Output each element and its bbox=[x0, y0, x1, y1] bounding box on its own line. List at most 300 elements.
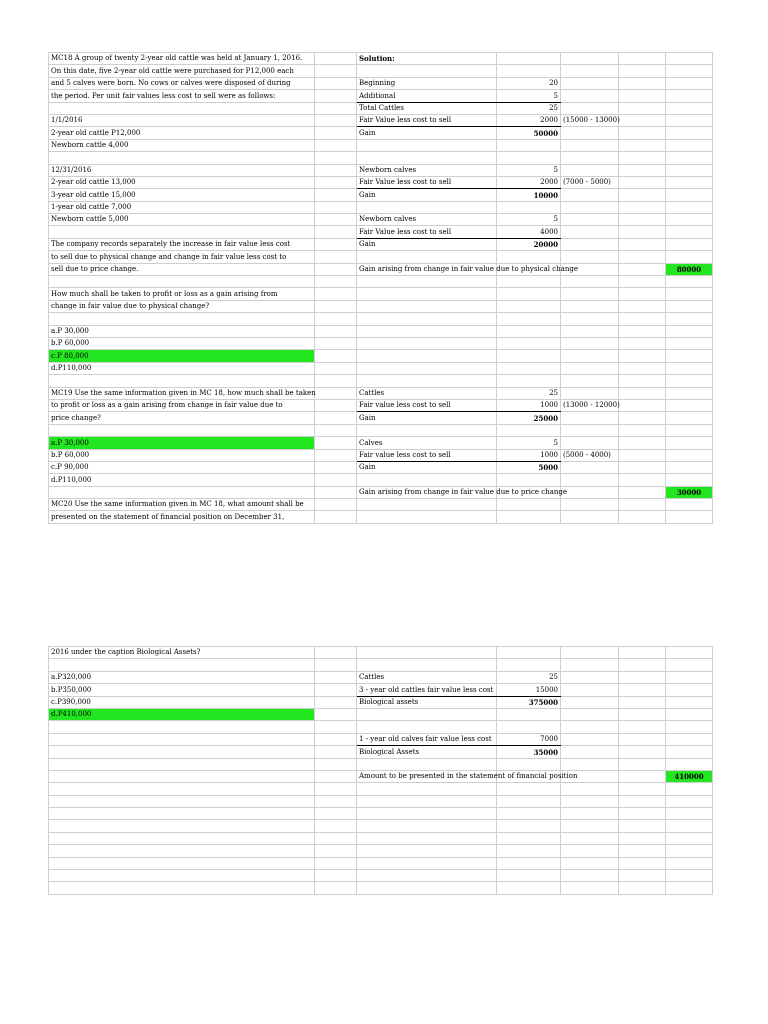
sheet-cell bbox=[619, 263, 666, 275]
sheet-cell bbox=[619, 164, 666, 176]
sheet-cell bbox=[666, 424, 713, 436]
sheet-cell bbox=[666, 684, 713, 696]
sheet-cell bbox=[619, 313, 666, 325]
sheet-cell bbox=[619, 288, 666, 300]
result-cell bbox=[561, 375, 619, 387]
question-cell: and 5 calves were born. No cows or calves were disposed of during bbox=[49, 77, 315, 89]
sheet-cell bbox=[619, 201, 666, 213]
solution-label-cell bbox=[357, 832, 497, 844]
sheet-cell bbox=[315, 671, 357, 683]
sheet-cell bbox=[619, 189, 666, 201]
question-cell bbox=[49, 882, 315, 894]
sheet-cell bbox=[666, 288, 713, 300]
solution-label-cell: Newborn calves bbox=[357, 164, 497, 176]
result-cell bbox=[561, 53, 619, 65]
question-cell: On this date, five 2-year old cattle were purchased for P12,000 each bbox=[49, 65, 315, 77]
solution-value-cell: 25000 bbox=[497, 412, 561, 424]
sheet-cell bbox=[315, 164, 357, 176]
solution-value-cell bbox=[497, 870, 561, 882]
sheet-cell bbox=[666, 139, 713, 151]
sheet-cell bbox=[619, 139, 666, 151]
solution-label-cell: Gain bbox=[357, 127, 497, 139]
sheet-cell bbox=[315, 857, 357, 869]
solution-value-cell: 20000 bbox=[497, 238, 561, 250]
sheet-cell bbox=[315, 226, 357, 238]
result-cell bbox=[561, 437, 619, 449]
solution-value-cell bbox=[497, 276, 561, 288]
solution-value-cell bbox=[497, 152, 561, 164]
sheet-cell bbox=[619, 808, 666, 820]
solution-label-cell: Cattles bbox=[357, 671, 497, 683]
question-cell: Newborn cattle 4,000 bbox=[49, 139, 315, 151]
result-cell bbox=[561, 857, 619, 869]
sheet-row bbox=[49, 164, 713, 176]
sheet-cell bbox=[619, 214, 666, 226]
solution-label-cell bbox=[357, 511, 497, 523]
sheet-cell bbox=[315, 832, 357, 844]
sheet-row bbox=[49, 474, 713, 486]
sheet-cell bbox=[666, 350, 713, 362]
sheet-cell bbox=[619, 870, 666, 882]
solution-value-cell bbox=[497, 857, 561, 869]
solution-label-cell bbox=[357, 808, 497, 820]
result-cell bbox=[561, 721, 619, 733]
sheet-row bbox=[49, 139, 713, 151]
sheet-cell bbox=[315, 127, 357, 139]
sheet-cell bbox=[315, 437, 357, 449]
sheet-cell bbox=[666, 325, 713, 337]
solution-label-cell bbox=[357, 288, 497, 300]
question-cell: 2-year old cattle 13,000 bbox=[49, 176, 315, 188]
sheet-row bbox=[49, 461, 713, 473]
sheet-row bbox=[49, 90, 713, 102]
sheet-cell bbox=[315, 102, 357, 114]
solution-label-cell: Fair Value less cost to sell bbox=[357, 176, 497, 188]
solution-value-cell bbox=[497, 53, 561, 65]
solution-label-cell bbox=[357, 152, 497, 164]
sheet-cell bbox=[666, 882, 713, 894]
solution-label-cell bbox=[357, 499, 497, 511]
sheet-cell bbox=[666, 399, 713, 411]
question-cell: b.P 60,000 bbox=[49, 449, 315, 461]
sheet-cell bbox=[619, 474, 666, 486]
solution-label-cell: Calves bbox=[357, 437, 497, 449]
sheet-cell bbox=[315, 511, 357, 523]
sheet-cell bbox=[315, 90, 357, 102]
sheet-cell bbox=[619, 90, 666, 102]
sheet-cell bbox=[666, 820, 713, 832]
question-cell bbox=[49, 226, 315, 238]
sheet-cell bbox=[315, 721, 357, 733]
sheet-cell bbox=[666, 474, 713, 486]
solution-label-cell: Fair Value less cost to sell bbox=[357, 114, 497, 126]
question-cell bbox=[49, 721, 315, 733]
sheet-row bbox=[49, 288, 713, 300]
sheet-cell bbox=[315, 238, 357, 250]
sheet-cell bbox=[315, 399, 357, 411]
sheet-cell bbox=[315, 325, 357, 337]
question-cell: a.P320,000 bbox=[49, 671, 315, 683]
question-cell: to profit or loss as a gain arising from change in fair value due to bbox=[49, 399, 315, 411]
question-cell: c.P390,000 bbox=[49, 696, 315, 708]
result-cell bbox=[561, 647, 619, 659]
solution-value-cell bbox=[497, 882, 561, 894]
sheet-cell bbox=[315, 53, 357, 65]
question-cell: a.P 30,000 bbox=[49, 325, 315, 337]
question-cell: 1-year old cattle 7,000 bbox=[49, 201, 315, 213]
result-cell bbox=[561, 424, 619, 436]
sheet-row bbox=[49, 375, 713, 387]
question-cell: d.P410,000 bbox=[49, 708, 315, 720]
sheet-cell bbox=[619, 696, 666, 708]
question-cell bbox=[49, 770, 315, 782]
solution-value-cell bbox=[497, 337, 561, 349]
sheet-row bbox=[49, 696, 713, 708]
question-cell bbox=[49, 375, 315, 387]
result-cell bbox=[561, 201, 619, 213]
solution-label-cell: Newborn calves bbox=[357, 214, 497, 226]
sheet-cell bbox=[666, 808, 713, 820]
question-cell: change in fair value due to physical change? bbox=[49, 300, 315, 312]
sheet-cell bbox=[619, 783, 666, 795]
result-cell bbox=[561, 337, 619, 349]
solution-label-cell: Cattles bbox=[357, 387, 497, 399]
result-cell bbox=[561, 313, 619, 325]
sheet-cell bbox=[619, 276, 666, 288]
solution-value-cell bbox=[497, 708, 561, 720]
sheet-cell bbox=[619, 659, 666, 671]
sheet-cell bbox=[619, 461, 666, 473]
solution-value-cell: 15000 bbox=[497, 684, 561, 696]
sheet-cell bbox=[315, 684, 357, 696]
sheet-row bbox=[49, 313, 713, 325]
sheet-row bbox=[49, 449, 713, 461]
solution-label-cell bbox=[357, 201, 497, 213]
solution-label-cell: Biological Assets bbox=[357, 746, 497, 758]
question-cell: Newborn cattle 5,000 bbox=[49, 214, 315, 226]
sheet-cell bbox=[315, 350, 357, 362]
sheet-cell bbox=[315, 708, 357, 720]
sheet-cell bbox=[315, 189, 357, 201]
sheet-row bbox=[49, 214, 713, 226]
solution-value-cell bbox=[497, 313, 561, 325]
result-cell bbox=[561, 696, 619, 708]
question-cell: c.P 90,000 bbox=[49, 461, 315, 473]
solution-value-cell bbox=[497, 65, 561, 77]
sheet-row bbox=[49, 276, 713, 288]
sheet-cell bbox=[315, 65, 357, 77]
sheet-row bbox=[49, 102, 713, 114]
solution-label-cell: Beginning bbox=[357, 77, 497, 89]
question-cell bbox=[49, 486, 315, 498]
result-cell bbox=[561, 708, 619, 720]
sheet-cell bbox=[666, 511, 713, 523]
sheet-row bbox=[49, 412, 713, 424]
solution-value-cell bbox=[497, 845, 561, 857]
spreadsheet-page-1 bbox=[48, 52, 713, 524]
result-cell bbox=[561, 758, 619, 770]
sheet-row bbox=[49, 770, 713, 782]
solution-value-cell bbox=[497, 139, 561, 151]
sheet-cell bbox=[315, 808, 357, 820]
sheet-cell bbox=[666, 114, 713, 126]
sheet-cell bbox=[315, 870, 357, 882]
sheet-cell bbox=[619, 412, 666, 424]
sheet-cell bbox=[666, 412, 713, 424]
solution-label-cell: Gain bbox=[357, 238, 497, 250]
sheet-cell bbox=[315, 424, 357, 436]
sheet-cell bbox=[315, 783, 357, 795]
sheet-row bbox=[49, 424, 713, 436]
solution-label-cell bbox=[357, 708, 497, 720]
solution-value-cell bbox=[497, 300, 561, 312]
result-cell bbox=[561, 164, 619, 176]
solution-value-cell bbox=[497, 832, 561, 844]
result-cell: (7000 - 5000) bbox=[561, 176, 619, 188]
question-cell: price change? bbox=[49, 412, 315, 424]
sheet-row bbox=[49, 746, 713, 758]
sheet-cell bbox=[666, 189, 713, 201]
solution-value-cell bbox=[497, 362, 561, 374]
sheet-row bbox=[49, 437, 713, 449]
sheet-row bbox=[49, 263, 713, 275]
sheet-cell bbox=[666, 238, 713, 250]
sheet-cell bbox=[315, 882, 357, 894]
sheet-cell bbox=[315, 288, 357, 300]
sheet-cell bbox=[619, 251, 666, 263]
sheet-row bbox=[49, 486, 713, 498]
sheet-row bbox=[49, 176, 713, 188]
sheet-row bbox=[49, 362, 713, 374]
sheet-cell bbox=[666, 758, 713, 770]
result-cell bbox=[561, 808, 619, 820]
sheet-cell bbox=[619, 226, 666, 238]
result-cell bbox=[561, 90, 619, 102]
sheet-cell bbox=[666, 783, 713, 795]
sheet-cell bbox=[619, 684, 666, 696]
sheet-cell bbox=[666, 708, 713, 720]
solution-label-cell: Gain bbox=[357, 189, 497, 201]
result-cell bbox=[561, 783, 619, 795]
sheet-cell bbox=[619, 671, 666, 683]
solution-label-cell: Fair value less cost to sell bbox=[357, 399, 497, 411]
solution-label-cell bbox=[357, 325, 497, 337]
sheet-cell bbox=[619, 449, 666, 461]
sheet-cell bbox=[315, 176, 357, 188]
sheet-cell bbox=[666, 276, 713, 288]
solution-label-cell bbox=[357, 337, 497, 349]
solution-value-cell bbox=[497, 474, 561, 486]
question-cell: How much shall be taken to profit or loss as a gain arising from bbox=[49, 288, 315, 300]
sheet-cell bbox=[666, 164, 713, 176]
question-cell: The company records separately the increase in fair value less cost bbox=[49, 238, 315, 250]
solution-label-cell: 1 - year old calves fair value less cost bbox=[357, 733, 497, 745]
sheet-cell bbox=[666, 387, 713, 399]
sheet-cell bbox=[315, 300, 357, 312]
sheet-cell bbox=[619, 399, 666, 411]
sheet-cell bbox=[315, 758, 357, 770]
question-cell: MC20 Use the same information given in MC 18, what amount shall be bbox=[49, 499, 315, 511]
solution-label-cell bbox=[357, 795, 497, 807]
result-cell bbox=[561, 139, 619, 151]
result-cell: (13000 - 12000) bbox=[561, 399, 619, 411]
sheet-row bbox=[49, 238, 713, 250]
solution-value-cell bbox=[497, 288, 561, 300]
sheet-row bbox=[49, 300, 713, 312]
sheet-row bbox=[49, 684, 713, 696]
result-cell bbox=[561, 684, 619, 696]
sheet-row bbox=[49, 708, 713, 720]
solution-value-cell: 35000 bbox=[497, 746, 561, 758]
sheet-cell bbox=[666, 696, 713, 708]
result-cell: 410000 bbox=[666, 770, 713, 782]
sheet-row bbox=[49, 350, 713, 362]
question-cell bbox=[49, 152, 315, 164]
sheet-cell bbox=[666, 300, 713, 312]
solution-value-cell bbox=[497, 783, 561, 795]
sheet-cell bbox=[315, 696, 357, 708]
sheet-cell bbox=[315, 647, 357, 659]
sheet-cell bbox=[666, 375, 713, 387]
solution-value-cell bbox=[497, 808, 561, 820]
solution-value-cell: 5 bbox=[497, 214, 561, 226]
sheet-cell bbox=[619, 300, 666, 312]
solution-label-cell: Additional bbox=[357, 90, 497, 102]
question-cell bbox=[49, 820, 315, 832]
sheet-cell bbox=[666, 313, 713, 325]
sheet-cell bbox=[315, 313, 357, 325]
solution-label-cell bbox=[357, 783, 497, 795]
solution-label-cell bbox=[357, 424, 497, 436]
solution-value-cell bbox=[497, 795, 561, 807]
solution-value-cell bbox=[497, 647, 561, 659]
sheet-cell bbox=[619, 882, 666, 894]
sheet-cell bbox=[619, 350, 666, 362]
sheet-cell bbox=[619, 647, 666, 659]
question-cell: b.P 60,000 bbox=[49, 337, 315, 349]
sheet-cell bbox=[666, 127, 713, 139]
question-cell: c.P 80,000 bbox=[49, 350, 315, 362]
question-cell: a.P 30,000 bbox=[49, 437, 315, 449]
sheet-cell bbox=[666, 746, 713, 758]
question-cell: 2-year old cattle P12,000 bbox=[49, 127, 315, 139]
sheet-cell bbox=[315, 251, 357, 263]
sheet-cell bbox=[619, 857, 666, 869]
sheet-row bbox=[49, 77, 713, 89]
result-cell: (5000 - 4000) bbox=[561, 449, 619, 461]
sheet-cell bbox=[315, 486, 357, 498]
question-cell bbox=[49, 795, 315, 807]
solution-value-cell: 1000 bbox=[497, 449, 561, 461]
sheet-cell bbox=[619, 424, 666, 436]
solution-label-cell bbox=[357, 65, 497, 77]
sheet-cell bbox=[666, 659, 713, 671]
solution-label-cell bbox=[357, 857, 497, 869]
question-cell bbox=[49, 659, 315, 671]
sheet-cell bbox=[666, 499, 713, 511]
result-cell bbox=[561, 152, 619, 164]
sheet-cell bbox=[666, 671, 713, 683]
sheet-row bbox=[49, 399, 713, 411]
sheet-cell bbox=[619, 511, 666, 523]
question-cell bbox=[49, 845, 315, 857]
result-cell bbox=[561, 238, 619, 250]
sheet-cell bbox=[315, 449, 357, 461]
sheet-cell bbox=[561, 486, 619, 498]
result-cell bbox=[561, 251, 619, 263]
sheet-row bbox=[49, 857, 713, 869]
solution-label-cell bbox=[357, 647, 497, 659]
result-cell bbox=[561, 795, 619, 807]
question-cell: 2016 under the caption Biological Assets? bbox=[49, 647, 315, 659]
solution-label-cell: Gain bbox=[357, 412, 497, 424]
sheet-cell bbox=[315, 375, 357, 387]
sheet-cell bbox=[315, 201, 357, 213]
sheet-row bbox=[49, 647, 713, 659]
question-cell: 12/31/2016 bbox=[49, 164, 315, 176]
sheet-cell bbox=[666, 102, 713, 114]
result-cell bbox=[561, 276, 619, 288]
question-cell bbox=[49, 276, 315, 288]
sheet-cell bbox=[315, 263, 357, 275]
sheet-cell bbox=[666, 857, 713, 869]
question-cell bbox=[49, 102, 315, 114]
solution-label-cell: 3 - year old cattles fair value less cost bbox=[357, 684, 497, 696]
sheet-cell bbox=[666, 461, 713, 473]
sheet-row bbox=[49, 127, 713, 139]
sheet-row bbox=[49, 845, 713, 857]
sheet-cell bbox=[619, 77, 666, 89]
sheet-row bbox=[49, 337, 713, 349]
question-cell bbox=[49, 746, 315, 758]
sheet-row bbox=[49, 783, 713, 795]
sheet-cell bbox=[619, 127, 666, 139]
sheet-cell bbox=[619, 708, 666, 720]
sheet-row bbox=[49, 659, 713, 671]
solution-value-cell bbox=[497, 350, 561, 362]
sheet-cell bbox=[666, 214, 713, 226]
solution-value-cell: 375000 bbox=[497, 696, 561, 708]
solution-label-cell bbox=[357, 300, 497, 312]
sheet-cell bbox=[619, 114, 666, 126]
sheet-cell bbox=[666, 337, 713, 349]
question-cell: MC19 Use the same information given in MC 18, how much shall be taken bbox=[49, 387, 315, 399]
sheet-cell bbox=[619, 337, 666, 349]
question-cell: sell due to price change. bbox=[49, 263, 315, 275]
sheet-cell bbox=[315, 152, 357, 164]
solution-label-cell bbox=[357, 659, 497, 671]
solution-label-cell: Gain bbox=[357, 461, 497, 473]
question-cell: 3-year old cattle 15,000 bbox=[49, 189, 315, 201]
solution-label-cell bbox=[357, 375, 497, 387]
question-cell: to sell due to physical change and change in fair value less cost to bbox=[49, 251, 315, 263]
sheet-cell bbox=[315, 387, 357, 399]
sheet-row bbox=[49, 733, 713, 745]
solution-label-cell bbox=[357, 882, 497, 894]
result-cell: 30000 bbox=[666, 486, 713, 498]
question-cell bbox=[49, 857, 315, 869]
result-cell bbox=[561, 832, 619, 844]
solution-label-cell bbox=[357, 139, 497, 151]
question-cell: b.P350,000 bbox=[49, 684, 315, 696]
sheet-row bbox=[49, 189, 713, 201]
question-cell bbox=[49, 832, 315, 844]
sheet-row bbox=[49, 251, 713, 263]
solution-value-cell: 50000 bbox=[497, 127, 561, 139]
result-cell bbox=[561, 214, 619, 226]
result-cell bbox=[561, 226, 619, 238]
result-cell: (15000 - 13000) bbox=[561, 114, 619, 126]
